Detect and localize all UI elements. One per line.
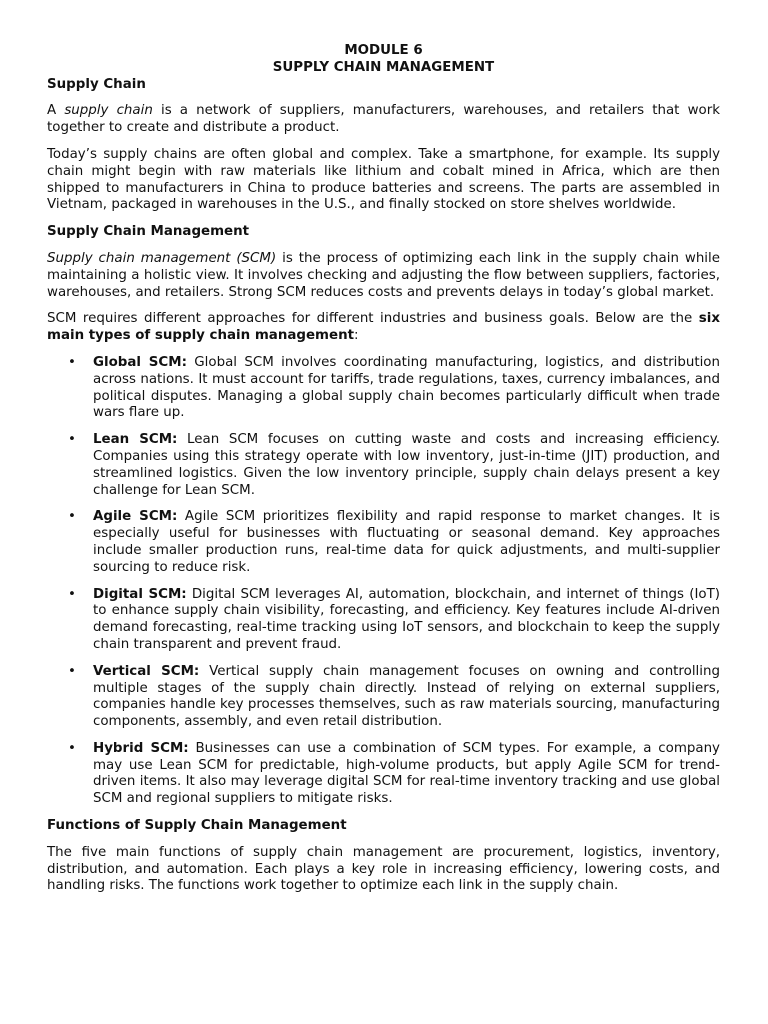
list-item-digital-scm bbox=[93, 587, 720, 654]
paragraph-supply-chain-example: Today’s supply chains are often global and complex. Take a smartphone, for example. Its supply chain might begin with raw materials like lithium and cobalt mined in Africa, which are then shipped to manufacturers in China to produce batteries and screens. The parts are assembled in Vietnam, packaged in warehouses in the U.S., and finally stocked on store shelves worldwide. bbox=[47, 146, 720, 213]
text-run: is a network of suppliers, manufacturers, warehouses, and retailers that work together to create and distribute a product. bbox=[47, 103, 720, 136]
text-run: A bbox=[47, 103, 65, 119]
module-number: MODULE 6 bbox=[344, 43, 423, 58]
paragraph-scm-definition bbox=[47, 251, 720, 301]
list-item-term: Global SCM: bbox=[93, 354, 187, 370]
scm-types-list bbox=[47, 355, 720, 808]
list-item-text: Digital SCM leverages AI, automation, blockchain, and internet of things (IoT) to enhance supply chain visibility, forecasting, and efficiency. Key features include AI-driven demand forecasting, real-time tracking using IoT sensors, and blockchain to keep the supply chain transparent and prevent fraud. bbox=[93, 586, 720, 652]
page-title: SUPPLY CHAIN MANAGEMENT bbox=[272, 59, 495, 75]
list-item-term: Lean SCM: bbox=[93, 432, 178, 448]
list-item-term: Digital SCM: bbox=[93, 586, 187, 602]
term-scm: Supply chain management (SCM) bbox=[47, 250, 277, 266]
list-item-vertical-scm bbox=[93, 664, 720, 731]
emphasis-six-types: six main types of supply chain management bbox=[47, 311, 720, 344]
paragraph-functions: The five main functions of supply chain management are procurement, logistics, inventory, distribution, and automation. Each plays a key role in increasing efficiency, lowering costs, and handling risks. The functions work together to optimize each link in the supply chain. bbox=[47, 844, 720, 894]
text-run: : bbox=[354, 328, 359, 344]
list-item-agile-scm bbox=[93, 509, 720, 576]
list-item-text: Global SCM involves coordinating manufacturing, logistics, and distribution across nations. It must account for tariffs, trade regulations, taxes, currency imbalances, and political disputes. Managing a global supply chain becomes particularly difficult when trade wars flare up. bbox=[93, 354, 720, 421]
list-item-text: Vertical supply chain management focuses on owning and controlling multiple stages of the supply chain directly. Instead of relying on external suppliers, companies handle key processes themselves, such as raw materials sourcing, manufacturing components, assembly, and even retail distribution. bbox=[93, 663, 720, 730]
list-item-text: Lean SCM focuses on cutting waste and costs and increasing efficiency. Companies using this strategy operate with low inventory, just-in-time (JIT) production, and streamlined logistics. Given the low inventory principle, supply chain delays present a key challenge for Lean SCM. bbox=[93, 432, 720, 498]
section-heading-scm: Supply Chain Management bbox=[47, 224, 250, 240]
text-run: SCM requires different approaches for different industries and business goals. Below are the bbox=[47, 311, 699, 327]
list-item-lean-scm bbox=[93, 432, 720, 499]
paragraph-supply-chain-definition bbox=[47, 103, 720, 137]
list-item-global-scm bbox=[93, 355, 720, 422]
list-item-hybrid-scm bbox=[93, 741, 720, 808]
list-item-text: Agile SCM prioritizes flexibility and rapid response to market changes. It is especially useful for businesses with fluctuating or seasonal demand. Key approaches include smaller production runs, real-time data for quick adjustments, and multi-supplier sourcing to reduce risk. bbox=[93, 509, 720, 575]
list-item-term: Agile SCM: bbox=[93, 509, 178, 525]
list-item-term: Hybrid SCM: bbox=[93, 740, 189, 756]
list-item-text: Businesses can use a combination of SCM types. For example, a company may use Lean SCM for predictable, high-volume products, but apply Agile SCM for trend-driven items. It also may leverage digital SCM for real-time inventory tracking and use global SCM and regional suppliers to mitigate risks. bbox=[93, 740, 720, 807]
paragraph-scm-types-intro bbox=[47, 311, 720, 345]
list-item-term: Vertical SCM: bbox=[93, 663, 200, 679]
text-run: is the process of optimizing each link in the supply chain while maintaining a holistic view. It involves checking and adjusting the flow between suppliers, factories, warehouses, and retailers. Strong SCM reduces costs and prevents delays in today’s global market. bbox=[47, 250, 720, 300]
section-heading-supply-chain: Supply Chain bbox=[47, 76, 146, 92]
term-supply-chain: supply chain bbox=[64, 103, 153, 119]
section-heading-functions: Functions of Supply Chain Management bbox=[47, 818, 347, 834]
